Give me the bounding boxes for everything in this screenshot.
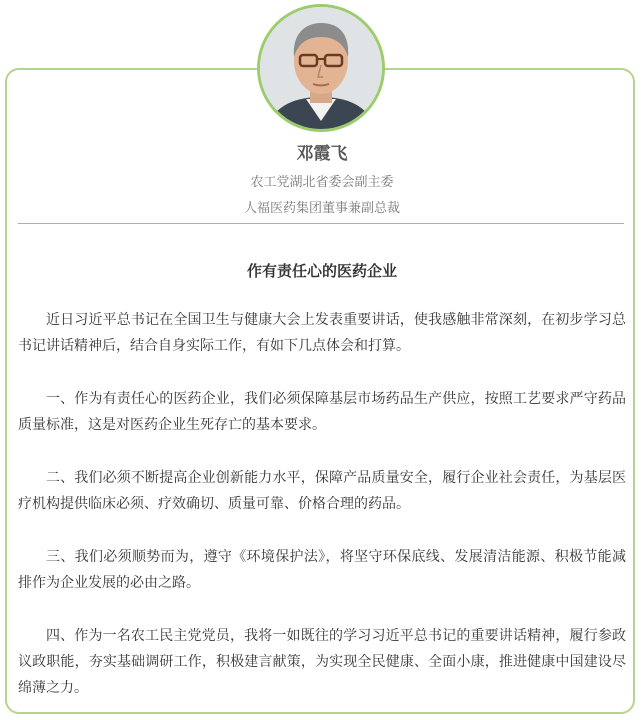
section-divider bbox=[18, 223, 624, 224]
paragraph-point-4: 四、作为一名农工民主党党员，我将一如既往的学习习近平总书记的重要讲话精神，履行参政议政职能，夯实基础调研工作，积极建言献策，为实现全民健康、全面小康，推进健康中国建设尽绵薄之力。 bbox=[18, 628, 626, 696]
person-name: 邓霞飞 bbox=[296, 144, 348, 164]
article-title: 作有责任心的医药企业 bbox=[246, 262, 397, 280]
person-role-party: 农工党湖北省委会副主委 bbox=[250, 175, 394, 190]
paragraph-point-3: 三、我们必须顺势而为，遵守《环境保护法》，将坚守环保底线、发展清洁能源、积极节能减排作为企业发展的必由之路。 bbox=[18, 549, 626, 591]
paragraph-point-1: 一、作为有责任心的医药企业，我们必须保障基层市场药品生产供应，按照工艺要求严守药品质量标准，这是对医药企业生死存亡的基本要求。 bbox=[18, 391, 626, 433]
person-role-company: 人福医药集团董事兼副总裁 bbox=[243, 201, 400, 216]
paragraph-intro: 近日习近平总书记在全国卫生与健康大会上发表重要讲话，使我感触非常深刻，在初步学习总书记讲话精神后，结合自身实际工作，有如下几点体会和打算。 bbox=[18, 312, 626, 354]
paragraph-point-2: 二、我们必须不断提高企业创新能力水平，保障产品质量安全，履行企业社会责任，为基层医疗机构提供临床必须、疗效确切、质量可靠、价格合理的药品。 bbox=[18, 470, 626, 512]
article-body bbox=[18, 307, 626, 720]
portrait-image bbox=[260, 7, 382, 129]
avatar bbox=[257, 4, 385, 132]
